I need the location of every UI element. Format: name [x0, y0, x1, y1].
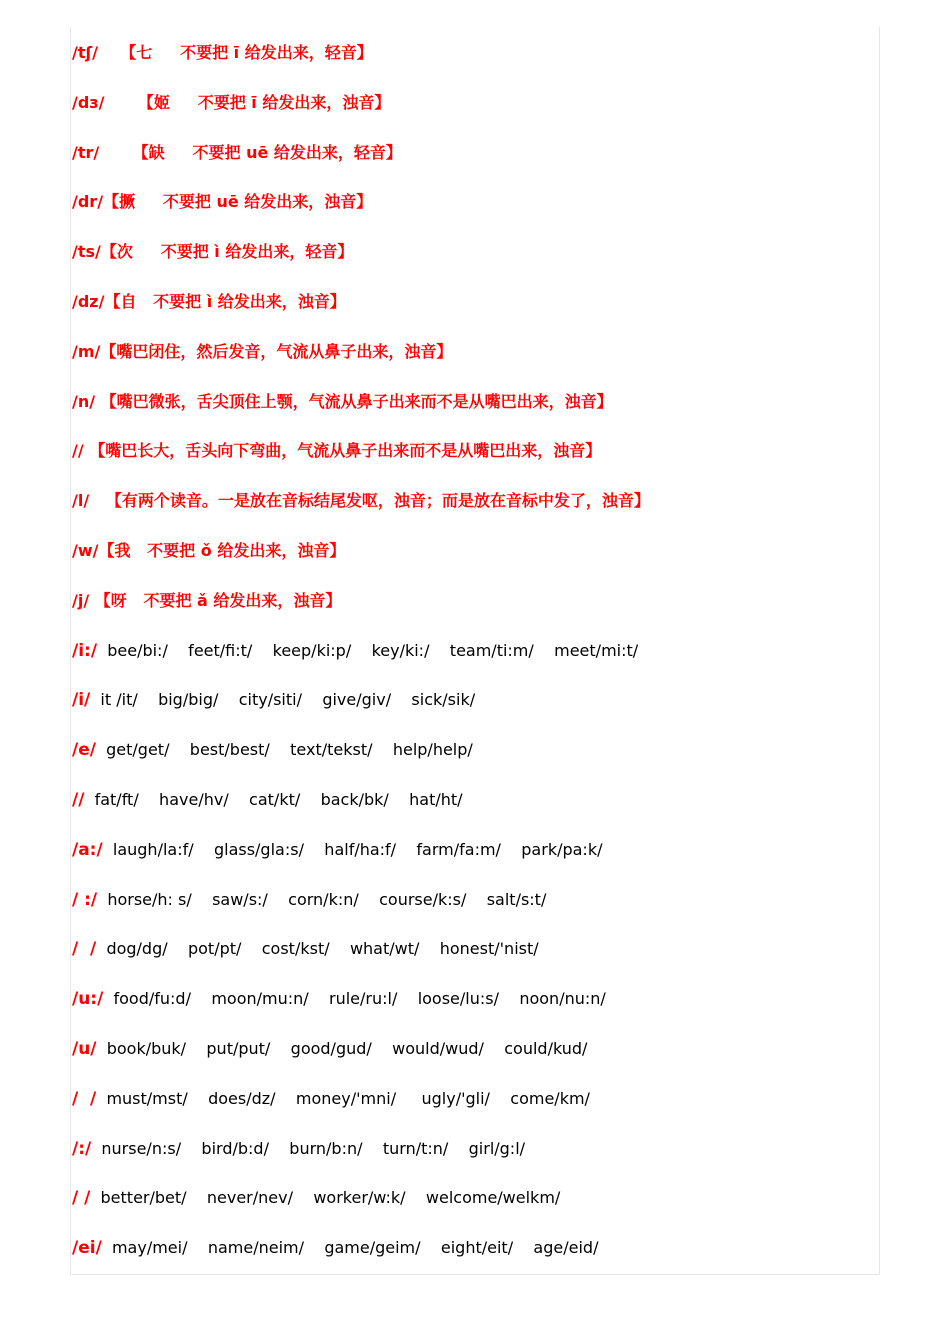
phonetic-symbol: /u/ — [72, 1039, 97, 1059]
rule-line: /w/【我 不要把 ǒ 给发出来，浊音】 — [72, 541, 346, 560]
example-words: better/bet/ never/nev/ worker/w:k/ welcome/welkm/ — [90, 1188, 561, 1208]
example-words: laugh/la:f/ glass/gla:s/ half/ha:f/ farm/fa:m/ park/pa:k/ — [102, 839, 603, 859]
phonetic-symbol: /ei/ — [72, 1238, 102, 1259]
example-line — [72, 939, 539, 959]
phonetic-symbol: / / — [72, 1188, 91, 1209]
phonetic-symbol: /u:/ — [72, 989, 104, 1010]
example-words: bee/bi:/ feet/fi:t/ keep/ki:p/ key/ki:/ team/ti:m/ meet/mi:t/ — [97, 640, 639, 660]
phonetic-symbol: /a:/ — [72, 839, 103, 860]
example-line — [72, 989, 606, 1009]
example-words: fat/ft/ have/hv/ cat/kt/ back/bk/ hat/ht/ — [84, 790, 463, 809]
example-line — [72, 840, 602, 860]
example-line — [72, 1188, 560, 1208]
phonetic-symbol: / :/ — [72, 889, 98, 910]
phonetic-symbol: // — [72, 790, 85, 810]
example-words: get/get/ best/best/ text/tekst/ help/help/ — [95, 740, 473, 760]
example-words: must/mst/ does/dz/ money/'mni/ ugly/'gli/ come/km/ — [96, 1088, 590, 1108]
example-line — [72, 1089, 590, 1109]
example-words: food/fu:d/ moon/mu:n/ rule/ru:l/ loose/lu:s/ noon/nu:n/ — [103, 989, 606, 1009]
rule-line: /m/【嘴巴闭住，然后发音，气流从鼻子出来，浊音】 — [72, 341, 453, 361]
example-line — [72, 740, 473, 760]
example-words: dog/dg/ pot/pt/ cost/kst/ what/wt/ honest/'nist/ — [96, 939, 539, 959]
rule-line: /j/ 【呀 不要把 ǎ 给发出来，浊音】 — [72, 590, 342, 610]
example-line — [72, 1238, 598, 1258]
rule-line: /dz/【自 不要把 ì 给发出来，浊音】 — [72, 292, 346, 311]
phonetic-symbol: /e/ — [72, 740, 96, 761]
phonetic-symbol: / / — [72, 1088, 97, 1109]
example-words: it /it/ big/big/ city/siti/ give/giv/ sick/sik/ — [90, 690, 476, 710]
example-line — [72, 641, 638, 661]
example-line — [72, 890, 546, 910]
example-line — [72, 1039, 587, 1059]
phonetic-symbol: / / — [72, 939, 97, 960]
rule-line: /dз/ 【姬 不要把 ī 给发出来，浊音】 — [72, 92, 391, 112]
rule-line: /n/ 【嘴巴微张，舌尖顶住上颚，气流从鼻子出来而不是从嘴巴出来，浊音】 — [72, 391, 613, 411]
example-line — [72, 1139, 525, 1159]
rule-line: /ts/【次 不要把 ì 给发出来，轻音】 — [72, 242, 354, 262]
phonetic-symbol: /i:/ — [72, 640, 98, 661]
example-words: nurse/n:s/ bird/b:d/ burn/b:n/ turn/t:n/ girl/g:l/ — [91, 1138, 526, 1158]
rule-line: /tr/ 【缺 不要把 uē 给发出来，轻音】 — [72, 142, 402, 162]
rule-line: /tʃ/ 【七 不要把 ī 给发出来，轻音】 — [72, 43, 373, 62]
example-line — [72, 790, 463, 810]
example-line — [72, 690, 475, 710]
rule-line: /l/ 【有两个读音。一是放在音标结尾发呕，浊音；而是放在音标中发了，浊音】 — [72, 491, 650, 511]
example-words: horse/h: s/ saw/s:/ corn/k:n/ course/k:s/ salt/s:t/ — [97, 889, 547, 909]
example-words: may/mei/ name/neim/ game/geim/ eight/eit/ age/eid/ — [101, 1238, 599, 1258]
rule-line: /dr/【撅 不要把 uē 给发出来，浊音】 — [72, 192, 373, 212]
rule-line: // 【嘴巴长大，舌头向下弯曲，气流从鼻子出来而不是从嘴巴出来，浊音】 — [72, 441, 602, 461]
phonetic-symbol: /i/ — [72, 690, 91, 711]
phonetic-symbol: /:/ — [72, 1138, 92, 1159]
example-words: book/buk/ put/put/ good/gud/ would/wud/ could/kud/ — [96, 1039, 588, 1058]
